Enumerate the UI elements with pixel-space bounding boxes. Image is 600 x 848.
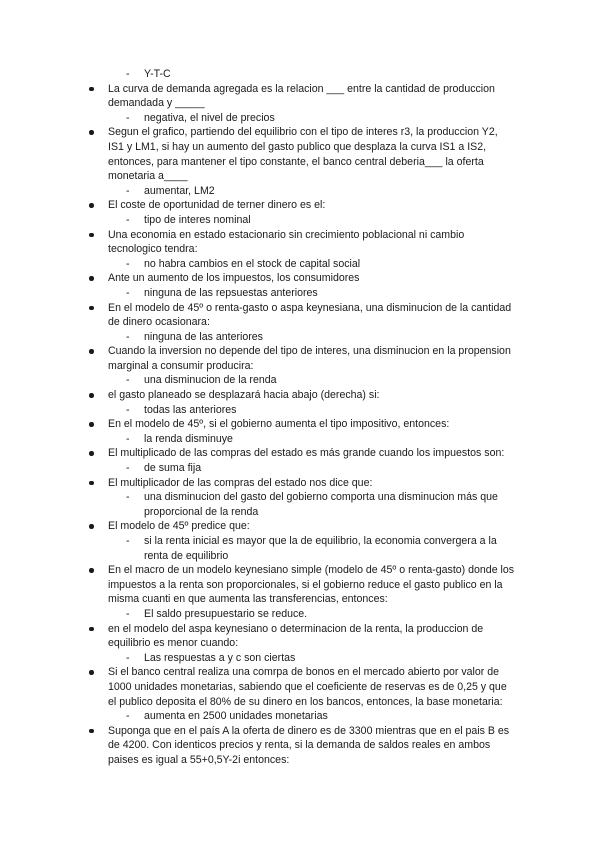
answer-text: la renda disminuye: [144, 432, 233, 445]
bullet-icon: [89, 233, 94, 238]
answer-text: ninguna de las anteriores: [144, 330, 263, 343]
bullet-icon: [89, 306, 94, 311]
answer-text: tipo de interes nominal: [144, 213, 251, 226]
question-text: Ante un aumento de los impuestos, los consumidores: [108, 272, 360, 285]
answer-item: [0, 67, 600, 82]
dash-icon: -: [126, 257, 130, 270]
answer-item: [0, 330, 600, 345]
question-text: En el macro de un modelo keynesiano simple (modelo de 45º o renta-gasto) donde los impuestos a la renta son proporcionales, si el gobierno reduce el gasto publico en la misma cuanti en que aumenta las transferencias, entonces:: [108, 564, 515, 606]
answer-text: Las respuestas a y c son ciertas: [144, 651, 296, 664]
question-item: [0, 476, 600, 491]
question-item: [0, 198, 600, 213]
bullet-icon: [89, 203, 94, 208]
dash-icon: -: [126, 462, 130, 475]
answer-text: de suma fija: [144, 462, 202, 475]
answer-item: [0, 461, 600, 476]
answer-item: [0, 490, 600, 519]
answer-item: [0, 403, 600, 418]
question-item: [0, 665, 600, 709]
bullet-icon: [89, 393, 94, 398]
answer-text: si la renta inicial es mayor que la de equilibrio, la economia convergera a la renta de equilibrio: [144, 535, 497, 562]
question-item: [0, 82, 600, 111]
answer-item: [0, 651, 600, 666]
dash-icon: -: [126, 111, 130, 124]
answer-text: una disminucion del gasto del gobierno comporta una disminucion más que proporcional de la renda: [144, 491, 498, 518]
bullet-icon: [89, 87, 94, 92]
bullet-icon: [89, 568, 94, 573]
question-item: [0, 417, 600, 432]
answer-text: El saldo presupuestario se reduce.: [144, 607, 308, 620]
answer-item: [0, 709, 600, 724]
bullet-icon: [89, 670, 94, 675]
answer-item: [0, 111, 600, 126]
bullet-icon: [89, 524, 94, 529]
question-text: El coste de oportunidad de terner dinero es el:: [108, 199, 326, 212]
answer-item: [0, 184, 600, 199]
bullet-icon: [89, 349, 94, 354]
dash-icon: -: [126, 491, 130, 504]
answer-item: [0, 373, 600, 388]
dash-icon: -: [126, 374, 130, 387]
answer-item: [0, 286, 600, 301]
bullet-icon: [89, 130, 94, 135]
question-item: [0, 388, 600, 403]
dash-icon: -: [126, 403, 130, 416]
question-item: [0, 301, 600, 330]
question-text: Segun el grafico, partiendo del equilibrio con el tipo de interes r3, la produccion Y2, IS1 y LM1, si hay un aumento del gasto publico que desplaza la curva IS1 a IS2, entonces, para mantener el tipo constante, el banco central deberia___ la oferta monetaria a____: [108, 126, 498, 183]
answer-text: Y-T-C: [144, 68, 171, 80]
bullet-icon: [89, 451, 94, 456]
dash-icon: -: [126, 213, 130, 226]
bullet-icon: [89, 276, 94, 281]
question-item: [0, 622, 600, 651]
dash-icon: -: [126, 651, 130, 664]
question-text: El multiplicador de las compras del estado nos dice que:: [108, 476, 373, 489]
dash-icon: -: [126, 710, 130, 723]
answer-text: una disminucion de la renda: [144, 374, 277, 387]
answer-text: aumentar, LM2: [144, 184, 215, 197]
question-text: La curva de demanda agregada es la relacion ___ entre la cantidad de produccion demandada y _____: [108, 82, 495, 110]
question-text: El modelo de 45º predice que:: [108, 520, 250, 533]
question-item: [0, 125, 600, 183]
answer-item: [0, 257, 600, 272]
answer-text: ninguna de las repsuestas anteriores: [144, 286, 318, 299]
question-text: En el modelo de 45º o renta-gasto o aspa keynesiana, una disminucion de la cantidad de dinero ocasionara:: [108, 301, 512, 329]
question-text: En el modelo de 45º, si el gobierno aumenta el tipo impositivo, entonces:: [108, 418, 450, 431]
question-text: Una economia en estado estacionario sin crecimiento poblacional ni cambio tecnologico tendra:: [108, 228, 465, 256]
question-item: [0, 271, 600, 286]
answer-item: [0, 534, 600, 563]
question-item: [0, 724, 600, 768]
bullet-icon: [89, 481, 94, 486]
dash-icon: -: [126, 330, 130, 343]
question-item: [0, 563, 600, 607]
bullet-icon: [89, 729, 94, 734]
question-text: en el modelo del aspa keynesiano o determinacion de la renta, la produccion de equilibrio es menor cuando:: [108, 622, 484, 650]
bullet-icon: [89, 422, 94, 427]
question-item: [0, 519, 600, 534]
question-item: [0, 446, 600, 461]
answer-text: aumenta en 2500 unidades monetarias: [144, 710, 328, 723]
question-text: Si el banco central realiza una comrpa de bonos en el mercado abierto por valor de 1000 unidades monetarias, sabiendo que el coeficiente de reservas es de 0,25 y que el publico deposita el 80% de su dinero en los bancos, entonces, la base monetaria:: [108, 666, 507, 708]
dash-icon: -: [126, 535, 130, 547]
question-item: [0, 228, 600, 257]
question-text: Cuando la inversion no depende del tipo de interes, una disminucion en la propension marginal a consumir producira:: [108, 345, 511, 372]
dash-icon: -: [126, 607, 130, 620]
answer-text: no habra cambios en el stock de capital social: [144, 257, 361, 270]
answer-text: todas las anteriores: [144, 403, 237, 416]
question-text: Suponga que en el país A la oferta de dinero es de 3300 mientras que en el pais B es de 4200. Con identicos precios y renta, si la demanda de saldos reales en ambos paises es igual a 55+0,5Y-2i entonces:: [108, 724, 510, 766]
answer-item: [0, 432, 600, 447]
dash-icon: -: [126, 432, 130, 445]
dash-icon: -: [126, 184, 130, 197]
question-text: el gasto planeado se desplazará hacia abajo (derecha) si:: [108, 389, 380, 402]
question-item: [0, 344, 600, 373]
document-body: [0, 67, 600, 768]
answer-item: [0, 213, 600, 228]
dash-icon: -: [126, 286, 130, 299]
question-text: El multiplicado de las compras del estado es más grande cuando los impuestos son:: [108, 447, 505, 460]
answer-text: negativa, el nivel de precios: [144, 111, 275, 124]
bullet-icon: [89, 627, 94, 632]
dash-icon: -: [126, 68, 130, 80]
answer-item: [0, 607, 600, 622]
